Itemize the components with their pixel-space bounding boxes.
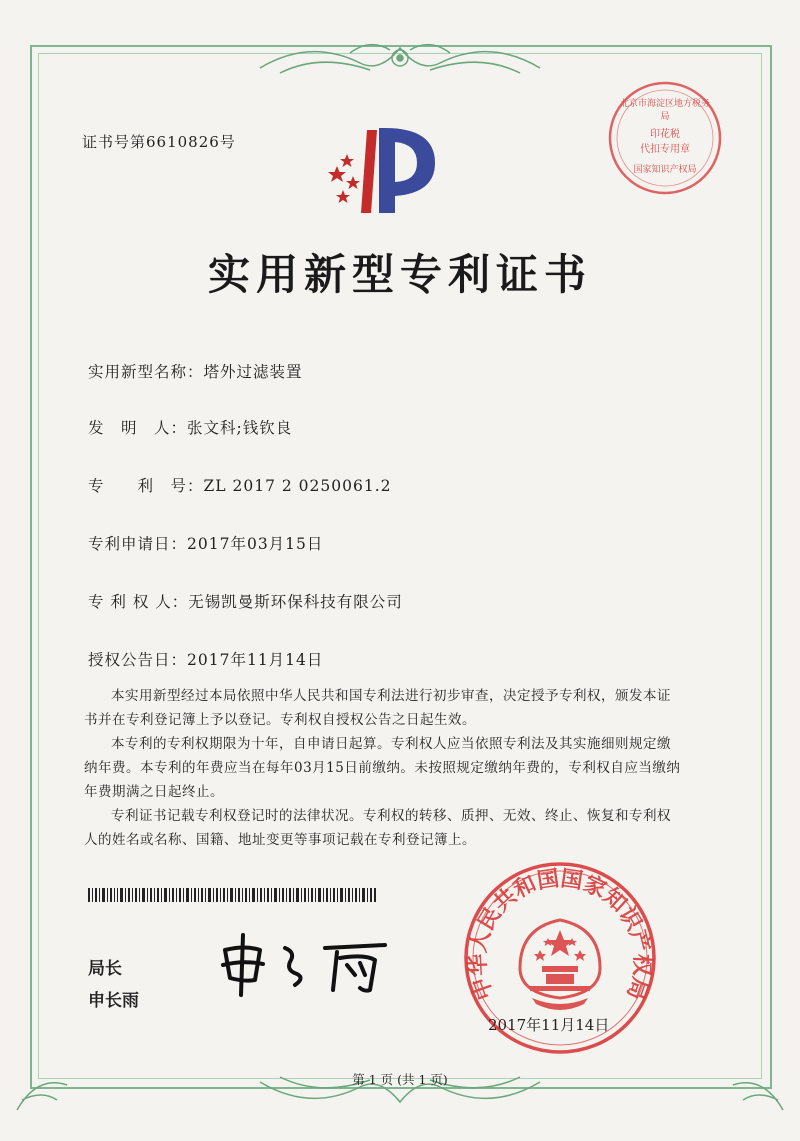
field-value: 塔外过滤装置 [203,363,303,381]
field-patent-number [88,474,392,496]
tax-seal-bottom-text: 国家知识产权局 [633,165,697,175]
field-value: 2017年03月15日 [187,535,324,553]
field-label: 专 利 号： [88,477,204,495]
field-inventor [88,416,292,438]
field-label: 专 利 权 人： [88,593,189,611]
tax-seal-line-2: 代扣专用章 [640,144,690,155]
field-grant-date [88,648,323,670]
body-paragraph: 本专利的专利权期限为十年，自申请日起算。专利权人应当依照专利法及其实施细则规定缴纳年费。本专利的年费应当在每年03月15日前缴纳。未按照规定缴纳年费的，专利权自应当缴纳年费期满之日起终止。 [84,736,681,800]
field-value: 无锡凯曼斯环保科技有限公司 [188,593,403,611]
field-value: 张文科;钱钦良 [187,419,293,437]
director-signature [215,930,395,1000]
patent-office-logo [315,118,445,218]
field-label: 专利申请日： [88,535,188,553]
field-utility-model-name [88,360,303,382]
field-application-date [88,532,323,554]
top-ornament [250,28,550,88]
body-paragraph: 专利证书记载专利权登记时的法律状况。专利权的转移、质押、无效、终止、恢复和专利权人的姓名或名称、国籍、地址变更等事项记载在专利登记簿上。 [84,808,671,848]
page-number: 第 1 页 (共 1 页) [352,1072,448,1087]
certificate-title: 实用新型专利证书 [207,250,592,299]
certificate-number: 证书号第6610826号 [82,133,236,151]
field-label: 授权公告日： [88,651,188,669]
director-name: 申长雨 [88,991,139,1011]
certificate-body [84,684,684,852]
field-patentee [88,590,403,612]
barcode [88,888,378,902]
director-title: 局长 [88,959,122,979]
tax-seal-line-1: 印花税 [650,129,680,140]
body-paragraph: 本实用新型经过本局依照中华人民共和国专利法进行初步审查，决定授予专利权，颁发本证书并在专利登记簿上予以登记。专利权自授权公告之日起生效。 [84,688,671,728]
field-label: 实用新型名称： [88,363,204,381]
tax-seal-outer-text: 北京市海淀区地方税务局 [620,99,711,122]
field-value: 2017年11月14日 [187,651,324,669]
svg-text:中华人民共和国国家知识产权局: 中华人民共和国国家知识产权局 [465,866,655,1003]
issue-date: 2017年11月14日 [488,1016,610,1034]
field-value: ZL 2017 2 0250061.2 [203,477,392,495]
field-label: 发 明 人： [88,419,188,437]
